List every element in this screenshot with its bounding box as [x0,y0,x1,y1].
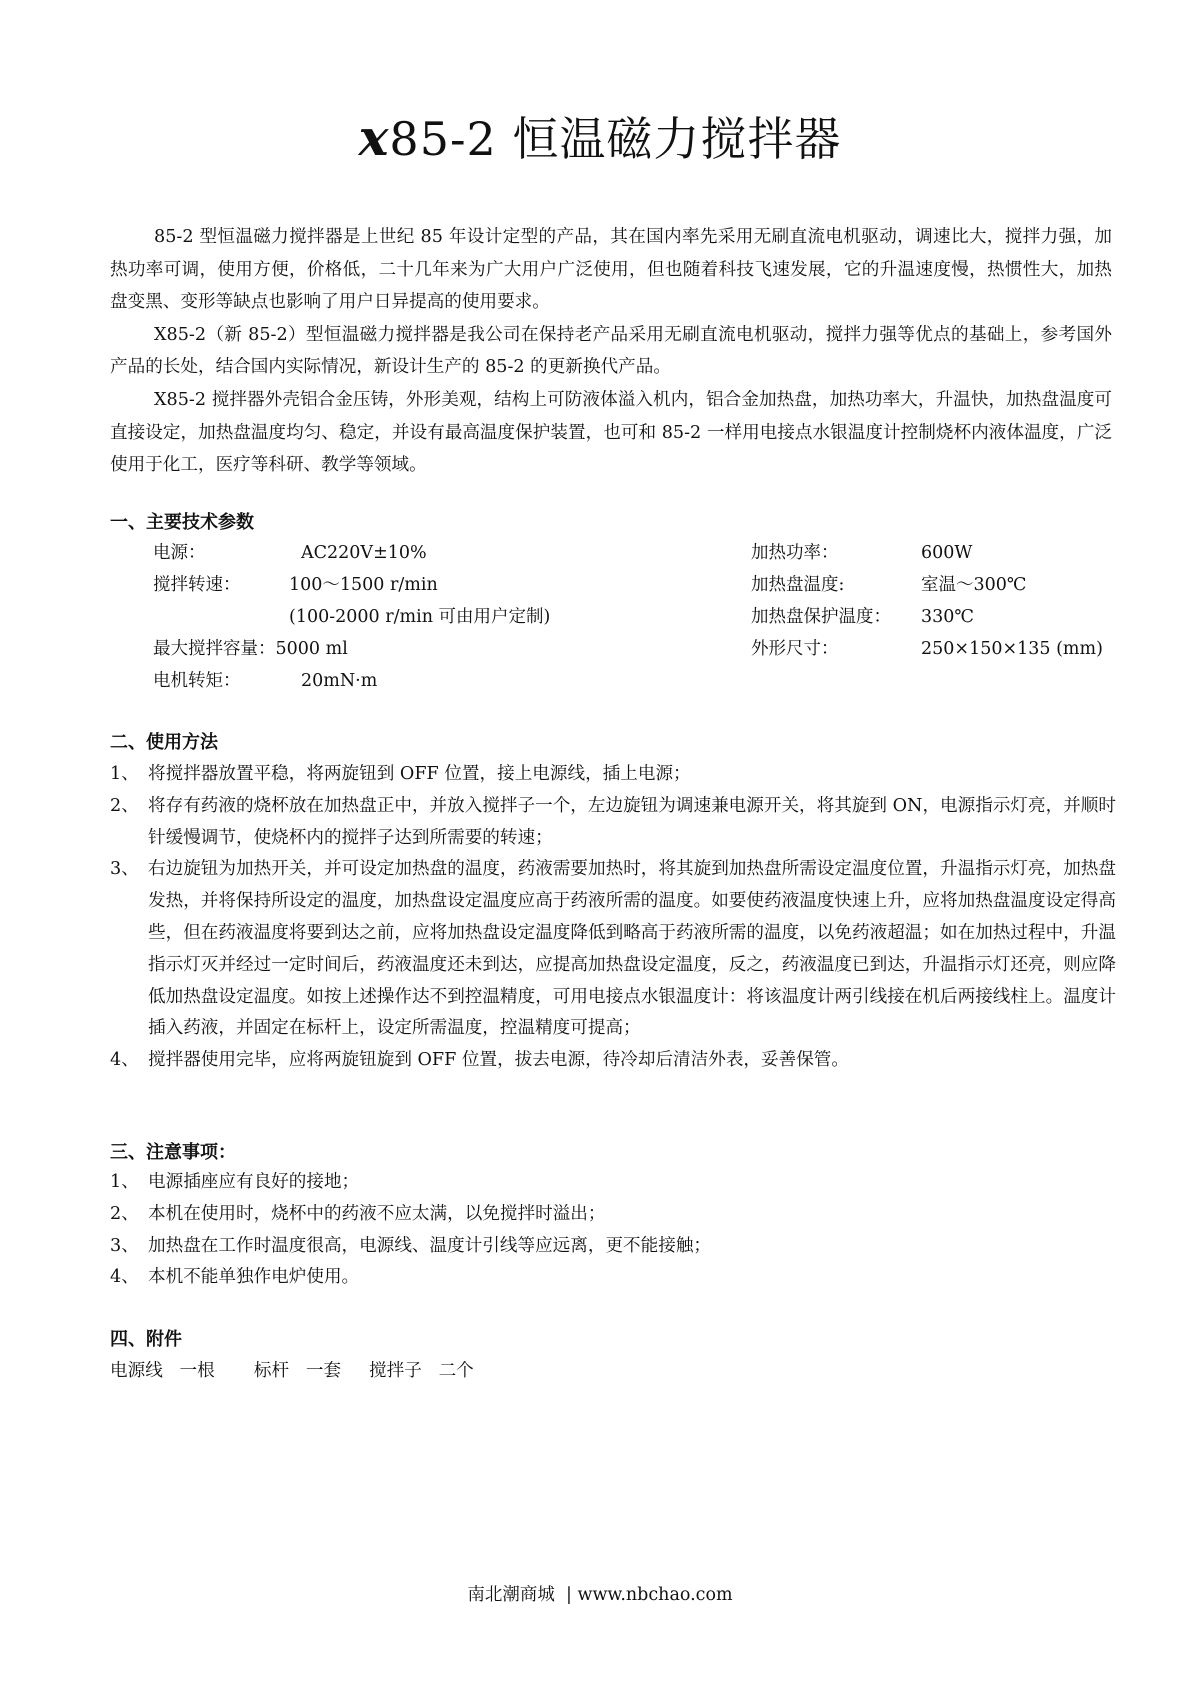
spec-row [751,538,972,568]
list-item [110,791,1116,855]
list-item-number: 1、 [110,1172,139,1192]
list-item-text: 本机不能单独作电炉使用。 [148,1267,360,1288]
spec-row [751,602,974,632]
section-heading-notes: 三、注意事项： [110,1142,236,1163]
list-item-text: 右边旋钮为加热开关，并可设定加热盘的温度，药液需要加热时，将其旋到加热盘所需设定温度位置，升温指示灯亮，加热盘发热，并将保持所设定的温度，加热盘设定温度应高于药液所需的温度。如要使药液温度快速上升，应将加热盘温度设定得高些，但在药液温度将要到达之前，应将加热盘设定温度降低到略高于药液所需的温度，以免药液超温；如在加热过程中，升温指示灯灭并经过一定时间后，药液温度还未到达，应提高加热盘设定温度，反之，药液温度已到达，升温指示灯还亮，则应降低加热盘设定温度。如按上述操作达不到控温精度，可用电接点水银温度计：将该温度计两引线接在机后两接线柱上。温度计插入药液，并固定在标杆上，设定所需温度，控温精度可提高； [148,859,1116,1039]
spec-value: 600W [921,543,973,563]
list-item [110,1045,1116,1077]
list-item [110,1199,1116,1231]
title-x-mark: x [358,108,390,167]
list-item-text: 搅拌器使用完毕，应将两旋钮旋到 OFF 位置，拔去电源，待冷却后清洁外表，妥善保管。 [148,1050,849,1071]
spec-value: 100～1500 r/min [289,575,438,595]
intro-paragraph: X85-2 搅拌器外壳铝合金压铸，外形美观，结构上可防液体溢入机内，铝合金加热盘，加热功率大，升温快，加热盘温度可直接设定，加热盘温度均匀、稳定，并设有最高温度保护装置，也可和 85-2 一样用电接点水银温度计控制烧杯内液体温度，广泛使用于化工，医疗等科研、教学等领域。 [110,389,1112,476]
title-text: 85-2 恒温磁力搅拌器 [389,112,842,166]
list-item-text: 将搅拌器放置平稳，将两旋钮到 OFF 位置，接上电源线，插上电源； [148,764,691,784]
spec-row [153,570,438,600]
usage-list [110,759,1116,1077]
list-item-number: 2、 [110,1203,139,1224]
spec-row [751,634,1103,664]
list-item [110,759,1116,791]
intro-paragraph: 85-2 型恒温磁力搅拌器是上世纪 85 年设计定型的产品，其在国内率先采用无刷直流电机驱动，调速比大，搅拌力强，加热功率可调，使用方便，价格低，二十几年来为广大用户广泛使用，但也随着科技飞速发展，它的升温速度慢，热惯性大，加热盘变黑、变形等缺点也影响了用户日异提高的使用要求。 [110,227,1112,313]
intro-section [110,221,1112,482]
footer-text: 南北潮商城 | www.nbchao.com [467,1585,733,1605]
intro-paragraph: X85-2（新 85-2）型恒温磁力搅拌器是我公司在保持老产品采用无刷直流电机驱动，搅拌力强等优点的基础上，参考国外产品的长处，结合国内实际情况，新设计生产的 85-2 的更新换代产品。 [110,324,1112,378]
spec-row [153,634,348,664]
spec-row [751,570,1026,600]
spec-label: 电机转矩： [153,671,241,691]
section-heading-usage: 二、使用方法 [110,732,218,753]
section-heading-accessories: 四、附件 [110,1329,182,1350]
spec-row [153,538,427,568]
list-item [110,1262,1116,1294]
spec-value: AC220V±10% [301,543,427,563]
list-item-text: 本机在使用时，烧杯中的药液不应太满，以免搅拌时溢出； [148,1203,606,1224]
notes-list [110,1167,1116,1294]
spec-value: 5000 ml [275,639,348,659]
list-item-text: 加热盘在工作时温度很高，电源线、温度计引线等应远离，更不能接触； [148,1235,712,1256]
spec-label: 外形尺寸： [751,639,839,659]
spec-row [153,666,377,696]
list-item-number: 2、 [110,795,139,816]
list-item-number: 1、 [110,764,139,784]
spec-label: 电源： [153,543,206,563]
spec-value: 250×150×135 (mm) [921,639,1103,659]
list-item-number: 3、 [110,859,139,880]
spec-label: 最大搅拌容量： [153,639,276,659]
page-title [0,108,1200,169]
section-heading-specs: 一、主要技术参数 [110,512,254,533]
spec-label: 加热盘温度: [751,575,845,595]
list-item-number: 3、 [110,1235,139,1256]
spec-label: 搅拌转速： [153,575,241,595]
spec-value: 330℃ [921,607,974,627]
spec-label: 加热功率： [751,543,839,563]
list-item-number: 4、 [110,1050,139,1071]
spec-label: 加热盘保护温度： [751,607,891,627]
list-item [110,1167,1116,1199]
list-item-number: 4、 [110,1267,139,1288]
spec-value: 室温～300℃ [921,575,1027,595]
list-item [110,1231,1116,1263]
list-item [110,854,1116,1045]
spec-value: (100-2000 r/min 可由用户定制) [289,607,551,627]
list-item-text: 电源插座应有良好的接地； [148,1172,360,1192]
spec-row [289,602,550,632]
accessories-line: 电源线 一根 标杆 一套 搅拌子 二个 [110,1361,474,1381]
spec-value: 20mN·m [301,671,378,691]
list-item-text: 将存有药液的烧杯放在加热盘正中，并放入搅拌子一个，左边旋钮为调速兼电源开关，将其旋到 ON，电源指示灯亮，并顺时针缓慢调节，使烧杯内的搅拌子达到所需要的转速； [148,795,1116,848]
